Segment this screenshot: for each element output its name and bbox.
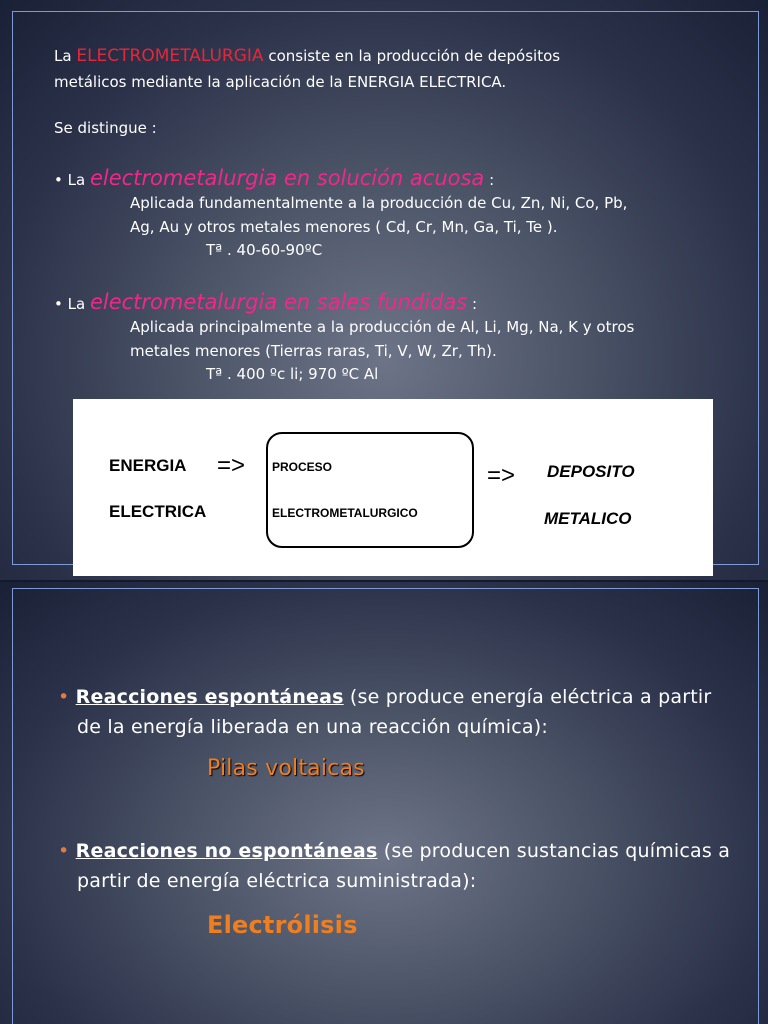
item2-title: electrometalurgia en sales fundidas	[89, 290, 468, 314]
s2-item2-desc: (se producen sustancias químicas a	[377, 840, 731, 862]
s2-item2-term: Reacciones no espontáneas	[75, 840, 378, 862]
diagram-output-line2: METALICO	[544, 509, 632, 528]
item1-title: electrometalurgia en solución acuosa	[89, 166, 485, 190]
s2-item1-desc: (se produce energía eléctrica a partir	[343, 686, 712, 708]
item2-bullet: • La	[54, 295, 86, 313]
s2-item2-line2: partir de energía eléctrica suministrada):	[77, 870, 477, 892]
intro-line-1	[54, 46, 560, 66]
process-diagram	[73, 399, 713, 576]
s2-item2-bullet: •	[58, 840, 70, 862]
process-box	[266, 432, 474, 548]
slide-2	[0, 582, 768, 1024]
intro-highlight: ELECTROMETALURGIA	[76, 46, 264, 66]
s2-item2-line1	[58, 836, 730, 866]
diagram-process-line1: PROCESO	[272, 460, 333, 474]
distinguish-text: Se distingue :	[54, 119, 157, 137]
diagram-input-line2: ELECTRICA	[109, 502, 207, 521]
intro-prefix: La	[54, 47, 72, 65]
intro-line-2: metálicos mediante la aplicación de la ENERGIA ELECTRICA.	[54, 73, 507, 91]
diagram-input-line1: ENERGIA	[109, 456, 187, 475]
item1-temp: Tª . 40-60-90ºC	[206, 241, 323, 259]
diagram-arrow-2: =>	[487, 462, 516, 489]
diagram-output-line1: DEPOSITO	[547, 462, 635, 481]
diagram-process-line2: ELECTROMETALURGICO	[272, 506, 418, 520]
s2-item1-result: Pilas voltaicas	[207, 756, 365, 781]
item1-bullet: • La	[54, 171, 86, 189]
item2-heading	[54, 290, 477, 316]
s2-item1-line1	[58, 682, 711, 712]
item2-colon: :	[472, 295, 478, 313]
item2-line2: metales menores (Tierras raras, Ti, V, W, Zr, Th).	[130, 342, 497, 360]
item1-line2: Ag, Au y otros metales menores ( Cd, Cr, Mn, Ga, Ti, Te ).	[130, 218, 558, 236]
s2-item2-result: Electrólisis	[207, 911, 358, 939]
intro-suffix: consiste en la producción de depósitos	[268, 47, 561, 65]
s2-item1-bullet: •	[58, 686, 70, 708]
item1-line1: Aplicada fundamentalmente a la producción de Cu, Zn, Ni, Co, Pb,	[130, 194, 628, 212]
s2-item1-term: Reacciones espontáneas	[75, 686, 344, 708]
item1-heading	[54, 166, 494, 192]
slide-2-frame	[12, 588, 759, 1024]
diagram-arrow-1: =>	[217, 452, 246, 479]
item2-line1: Aplicada principalmente a la producción de Al, Li, Mg, Na, K y otros	[130, 318, 635, 336]
item1-colon: :	[489, 171, 495, 189]
item2-temp: Tª . 400 ºc li; 970 ºC Al	[206, 365, 379, 383]
s2-item1-line2: de la energía liberada en una reacción química):	[77, 716, 548, 738]
